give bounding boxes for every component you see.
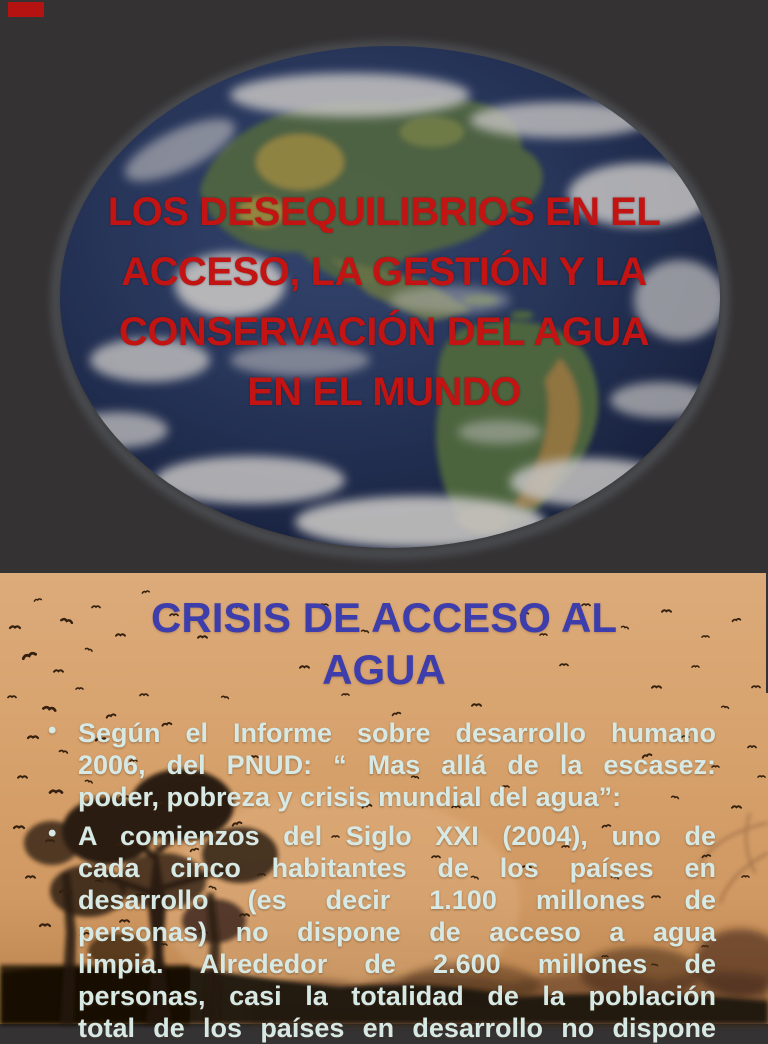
bullet-item xyxy=(48,717,716,813)
slide1-title-line: LOS DESEQUILIBRIOS EN EL xyxy=(107,190,661,234)
slide-2 xyxy=(0,573,768,1043)
slide1-title-line: ACCESO, LA GESTIÓN Y LA xyxy=(121,250,647,294)
slide2-title xyxy=(0,592,768,696)
bullet-line: Según el Informe sobre desarrollo humano xyxy=(78,718,716,748)
bullet-line: personas, casi la totalidad de la población xyxy=(78,981,716,1011)
slide1-title-line: EN EL MUNDO xyxy=(247,370,521,414)
bullet-marker: • xyxy=(48,717,57,744)
bullet-item xyxy=(48,820,716,1044)
bullet-marker: • xyxy=(48,820,57,847)
bullet-line: cada cinco habitantes de los países en xyxy=(78,853,716,883)
bullet-line: personas) no dispone de acceso a agua xyxy=(78,917,716,947)
slide2-title-line: CRISIS DE ACCESO AL xyxy=(151,594,617,641)
bullet-line: limpia. Alrededor de 2.600 millones de xyxy=(78,949,716,979)
red-marker xyxy=(8,2,44,17)
slide1-title-line: CONSERVACIÓN DEL AGUA xyxy=(118,310,650,354)
bullet-line: A comienzos del Siglo XXI (2004), uno de xyxy=(78,821,716,851)
slide1-title xyxy=(0,182,768,422)
bullet-line: poder, pobreza y crisis mundial del agua”: xyxy=(78,782,622,812)
bullet-line-clipped: total de los países en desarrollo no dispone xyxy=(78,1013,716,1043)
bullet-line: desarrollo (es decir 1.100 millones de xyxy=(78,885,716,915)
bullet-line: 2006, del PNUD: “ Mas allá de la escasez: xyxy=(78,750,716,780)
slide2-title-line: AGUA xyxy=(322,646,446,693)
